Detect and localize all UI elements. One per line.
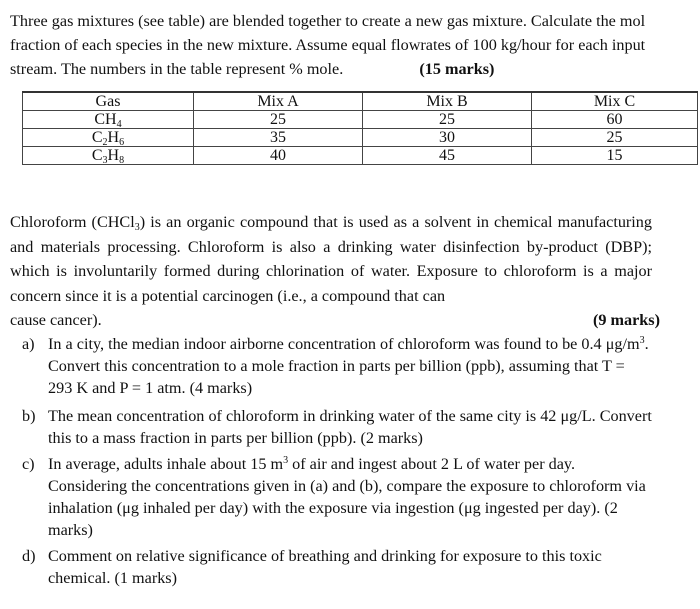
question-2-intro-b: ) is an organic compound that is used as a solvent in chemical manufacturing and materials processing. Chloroform is also a drinking water disinfection by-product (DBP); which is involuntarily formed during chlorination of water. Exposure to chloroform is a major concern since it is a potential carcinogen (i.e., a compound that can [10,213,652,305]
part-a-text: In a city, the median indoor airborne concentration of chloroform was found to be 0.4 $\mu g/m^3$. Convert this concentration to a mole fraction in parts per billion (ppb), assuming that T = 293 K and P = 1 atm. (4 marks) [48,335,649,397]
header-mix-a: Mix A [194,92,363,111]
table-row [23,147,698,165]
question-1-marks: (15 marks) [419,60,495,78]
value-cell: 40 [194,147,363,165]
part-d-label: d) [22,547,36,565]
gas-cell-c2h6: $C_2H_6$ [23,129,194,147]
question-2-intro-last: cause cancer). [10,311,102,329]
value-cell: 30 [363,129,532,147]
chcl3-subscript: 3 [134,222,140,233]
question-2-marks: (9 marks) [593,311,660,329]
question-2-intro-a: Chloroform (CHCl [10,213,135,231]
value-cell: 35 [194,129,363,147]
value-cell: 15 [532,147,698,165]
part-a-label: a) [22,335,35,353]
part-c [22,453,652,541]
part-c-label: c) [22,455,35,473]
part-a [22,333,652,399]
part-c-text: In average, adults inhale about 15 $m^3$ of air and ingest about 2 L of water per day. Considering the concentrations given in (a) and (b), compare the exposure to chloroform via inhalation (μg inhaled per day) with the exposure via ingestion (μg ingested per day). (2 marks) [48,455,646,539]
part-b [22,405,652,449]
table-row [23,111,698,129]
header-mix-c: Mix C [532,92,698,111]
question-2-last-line [10,308,660,333]
value-cell: 60 [532,111,698,129]
value-cell: 25 [363,111,532,129]
table-header-row [23,92,698,111]
question-1-paragraph [10,9,670,81]
gas-cell-ch4: $CH_4$ [23,111,194,129]
gas-mixture-table [22,91,698,165]
gas-cell-c3h8: $C_3H_8$ [23,147,194,165]
part-b-text: The mean concentration of chloroform in drinking water of the same city is 42 μg/L. Convert this to a mass fraction in parts per billion (ppb). (2 marks) [48,407,652,447]
value-cell: 25 [532,129,698,147]
header-gas: Gas [23,92,194,111]
part-d [22,545,652,589]
part-b-label: b) [22,407,36,425]
value-cell: 25 [194,111,363,129]
header-mix-b: Mix B [363,92,532,111]
part-d-text: Comment on relative significance of breathing and drinking for exposure to this toxic chemical. (1 marks) [48,547,602,587]
table-row [23,129,698,147]
question-1-text: Three gas mixtures (see table) are blended together to create a new gas mixture. Calculate the mol fraction of each species in the new mixture. Assume equal flowrates of 100 kg/hour for each input stream. The numbers in the table represent % mole. [10,12,646,78]
value-cell: 45 [363,147,532,165]
question-2-paragraph [10,210,660,333]
